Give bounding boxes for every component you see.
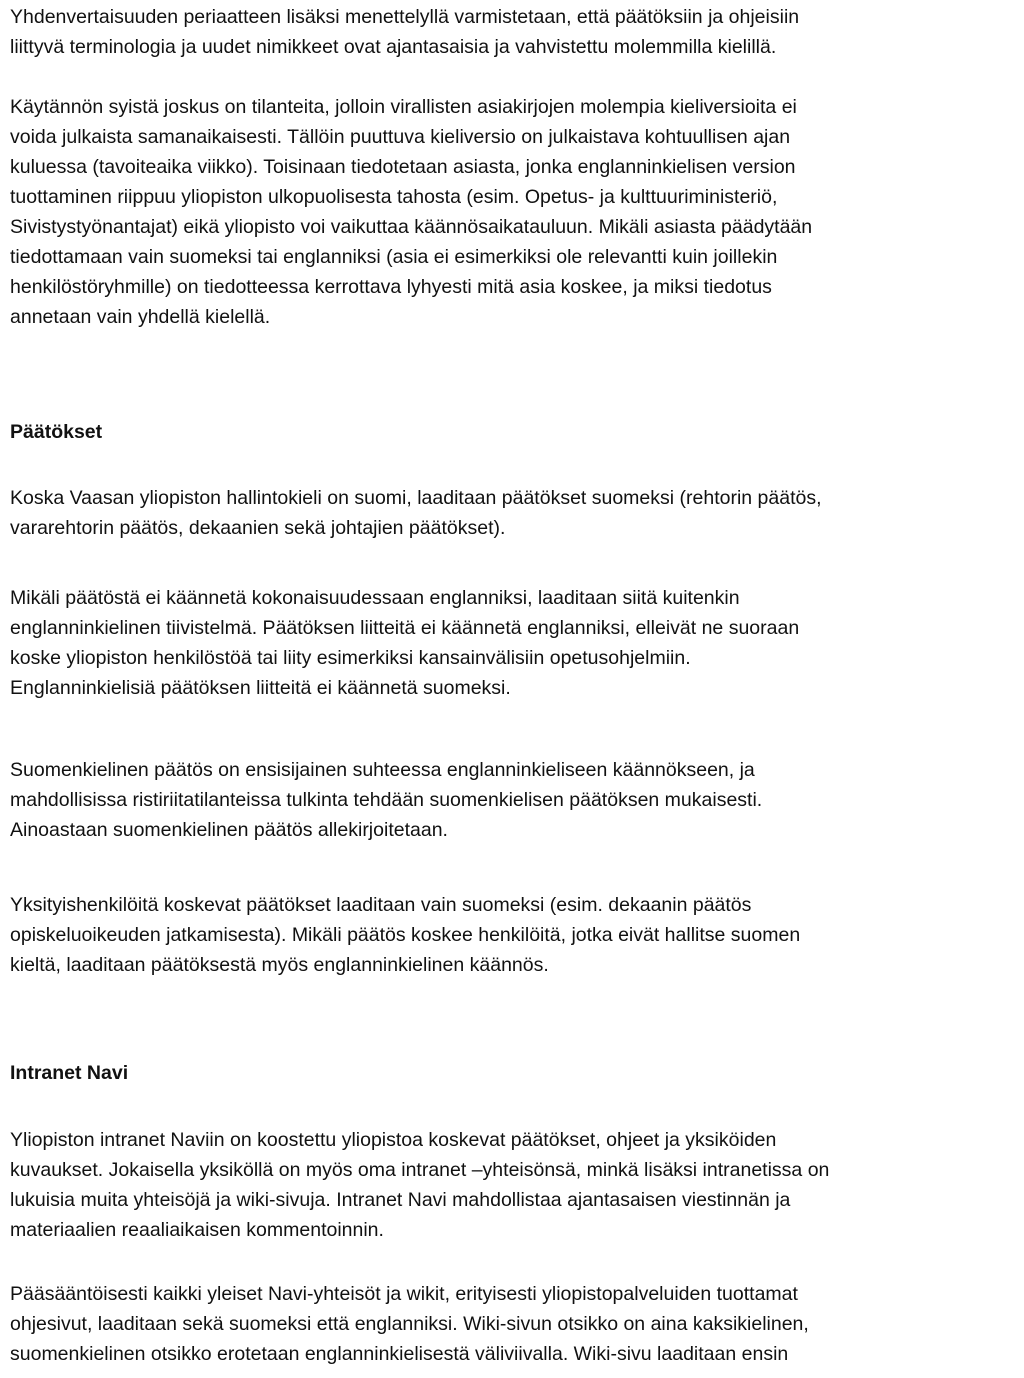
paragraph-decision-summary: [10, 583, 1022, 703]
text-line: suomenkielinen otsikko erotetaan englanninkielisestä väliviivalla. Wiki-sivu laaditaan ensin: [10, 1343, 789, 1365]
text-line: Englanninkielisiä päätöksen liitteitä ei käännetä suomeksi.: [10, 677, 511, 699]
text-line: kuluessa (tavoiteaika viikko). Toisinaan tiedotetaan asiasta, jonka englanninkielisen version: [10, 156, 796, 178]
text-line: Sivistystyönantajat) eikä yliopisto voi vaikuttaa käännösaikatauluun. Mikäli asiasta päädytään: [10, 216, 813, 238]
text-line: materiaalien reaaliaikaisen kommentoinnin.: [10, 1219, 384, 1241]
text-line: tiedottamaan vain suomeksi tai englanniksi (asia ei esimerkiksi ole relevantti kuin joillekin: [10, 246, 778, 268]
text-line: ohjesivut, laaditaan sekä suomeksi että englanniksi. Wiki-sivun otsikko on aina kaksikielinen,: [10, 1313, 809, 1335]
section-heading-decisions: [10, 417, 1022, 447]
text-line: kuvaukset. Jokaisella yksiköllä on myös oma intranet –yhteisönsä, minkä lisäksi intranetissa on: [10, 1159, 830, 1181]
text-line: liittyvä terminologia ja uudet nimikkeet ovat ajantasaisia ja vahvistettu molemmilla kielillä.: [10, 36, 777, 58]
heading-text: Päätökset: [10, 421, 103, 443]
text-line: Yliopiston intranet Naviin on koostettu yliopistoa koskevat päätökset, ohjeet ja yksiköiden: [10, 1129, 777, 1151]
text-line: opiskeluoikeuden jatkamisesta). Mikäli päätös koskee henkilöitä, jotka eivät hallitse suomen: [10, 924, 801, 946]
text-line: henkilöstöryhmille) on tiedotteessa kerrottava lyhyesti mitä asia koskee, ja miksi tiedotus: [10, 276, 772, 298]
paragraph-language-versions: [10, 92, 1022, 332]
paragraph-navi-bilingual: [10, 1279, 1022, 1369]
text-line: annetaan vain yhdellä kielellä.: [10, 306, 271, 328]
text-line: Yksityishenkilöitä koskevat päätökset laaditaan vain suomeksi (esim. dekaanin päätös: [10, 894, 752, 916]
text-line: englanninkielinen tiivistelmä. Päätöksen liitteitä ei käännetä englanniksi, elleivät ne suoraan: [10, 617, 800, 639]
text-line: Mikäli päätöstä ei käännetä kokonaisuudessaan englanniksi, laaditaan siitä kuitenkin: [10, 587, 740, 609]
text-line: Pääsääntöisesti kaikki yleiset Navi-yhteisöt ja wikit, erityisesti yliopistopalveluiden tuottamat: [10, 1283, 798, 1305]
text-line: Suomenkielinen päätös on ensisijainen suhteessa englanninkieliseen käännökseen, ja: [10, 759, 755, 781]
paragraph-finnish-primary: [10, 755, 1022, 845]
text-line: mahdollisissa ristiriitatilanteissa tulkinta tehdään suomenkielisen päätöksen mukaisesti.: [10, 789, 763, 811]
text-line: koske yliopiston henkilöstöä tai liity esimerkiksi kansainvälisiin opetusohjelmiin.: [10, 647, 691, 669]
text-line: tuottaminen riippuu yliopiston ulkopuolisesta tahosta (esim. Opetus- ja kulttuuriministeriö,: [10, 186, 778, 208]
text-line: Käytännön syistä joskus on tilanteita, jolloin virallisten asiakirjojen molempia kieliversioita ei: [10, 96, 797, 118]
text-line: vararehtorin päätös, dekaanien sekä johtajien päätökset).: [10, 517, 506, 539]
section-heading-intranet-navi: [10, 1058, 1022, 1088]
text-line: voida julkaista samanaikaisesti. Tällöin puuttuva kieliversio on julkaistava kohtuullisen ajan: [10, 126, 791, 148]
paragraph-personal-decisions: [10, 890, 1022, 980]
text-line: Ainoastaan suomenkielinen päätös allekirjoitetaan.: [10, 819, 448, 841]
paragraph-decisions-language: [10, 483, 1022, 543]
text-line: Koska Vaasan yliopiston hallintokieli on suomi, laaditaan päätökset suomeksi (rehtorin päätös,: [10, 487, 822, 509]
text-line: lukuisia muita yhteisöjä ja wiki-sivuja. Intranet Navi mahdollistaa ajantasaisen viestinnän ja: [10, 1189, 791, 1211]
text-line: kieltä, laaditaan päätöksestä myös englanninkielinen käännös.: [10, 954, 549, 976]
paragraph-equality-terminology: [10, 2, 1022, 62]
text-line: Yhdenvertaisuuden periaatteen lisäksi menettelyllä varmistetaan, että päätöksiin ja ohjeisiin: [10, 6, 800, 28]
heading-text: Intranet Navi: [10, 1062, 129, 1084]
paragraph-intranet-description: [10, 1125, 1022, 1245]
